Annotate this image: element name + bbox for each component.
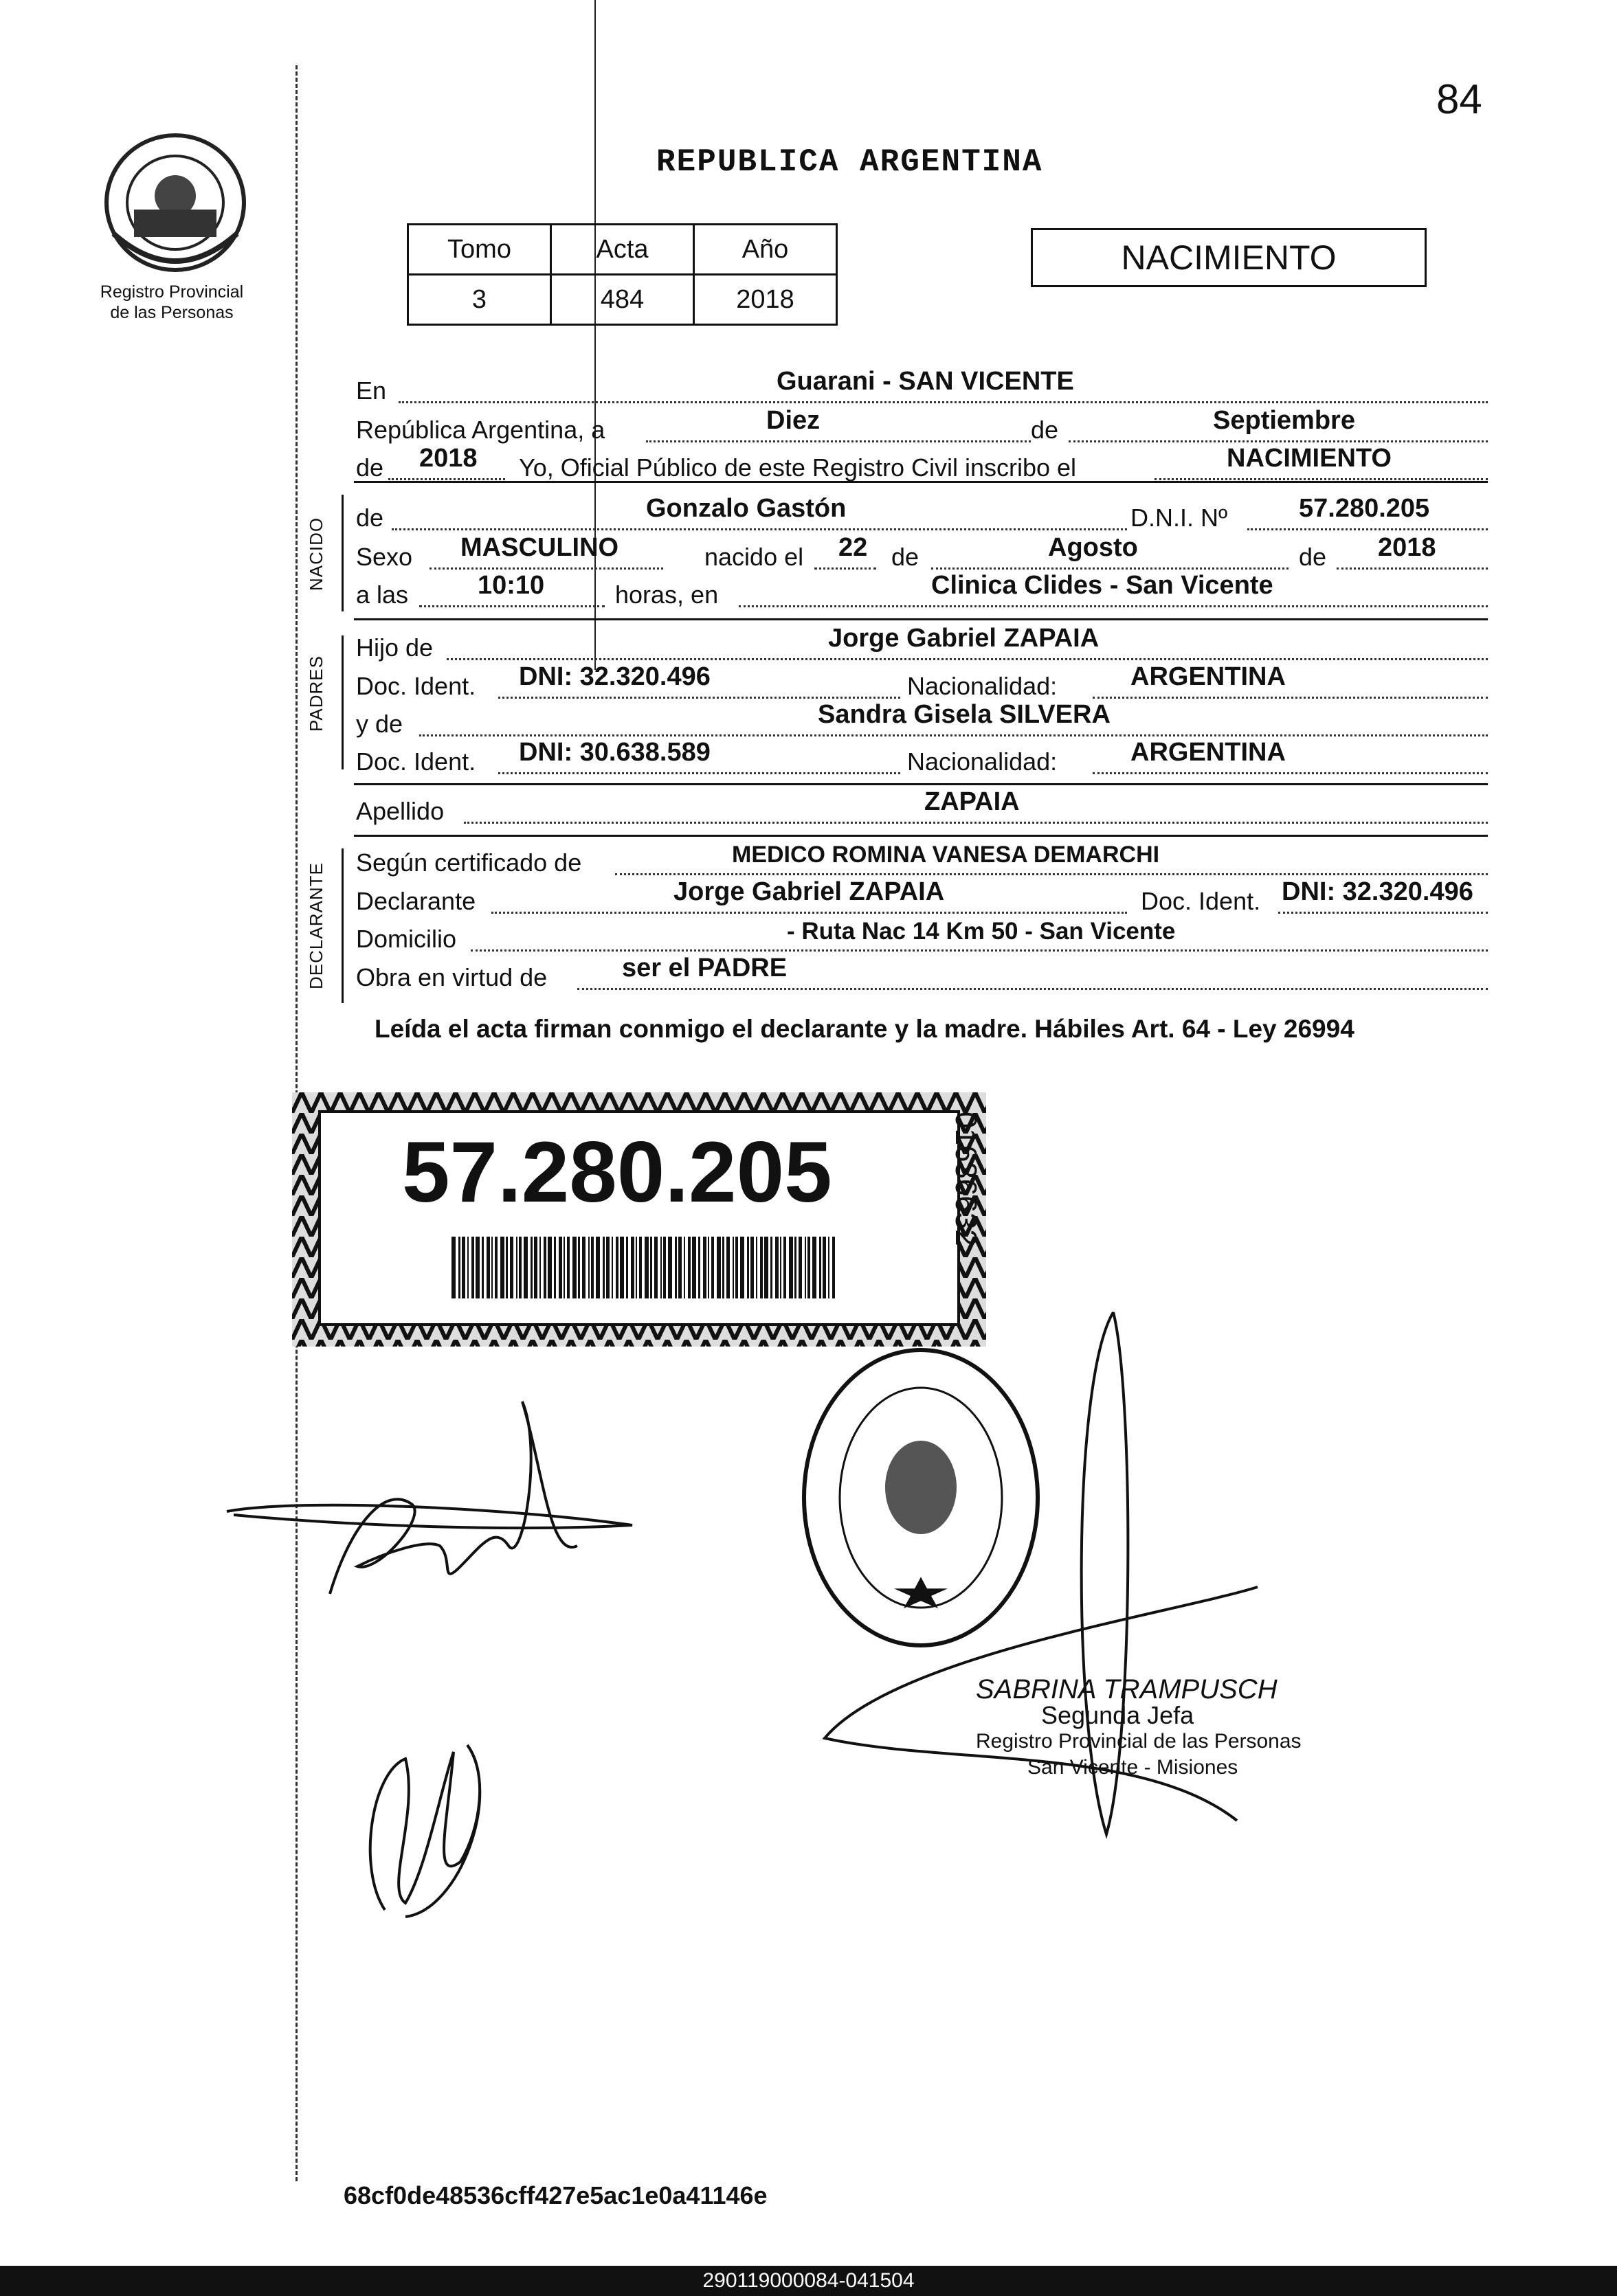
closing-note: Leída el acta firman conmigo el declarante y la madre. Hábiles Art. 64 - Ley 26994 <box>375 1015 1354 1043</box>
barcode-bar <box>684 1237 685 1298</box>
nombre-value: Gonzalo Gastón <box>646 494 847 523</box>
barcode-bar <box>519 1237 522 1298</box>
barcode-bar <box>495 1237 498 1298</box>
sexo-value: MASCULINO <box>460 533 619 562</box>
barcode-bar <box>462 1237 465 1298</box>
row-hora: a las 10:10 horas, en Clinica Clides - San Vicente <box>354 581 1488 616</box>
mother-signature <box>344 1731 509 1937</box>
inscripcion-value: NACIMIENTO <box>1227 444 1392 473</box>
barcode-bar <box>500 1237 504 1298</box>
barcode-bar <box>780 1237 781 1298</box>
barcode-bar <box>510 1237 513 1298</box>
obra-value: ser el PADRE <box>622 954 788 982</box>
barcode-bar <box>591 1237 594 1298</box>
barcode-bar <box>531 1237 533 1298</box>
footer-code: 290119000084-041504 <box>0 2266 1617 2296</box>
row-declarante: Declarante Jorge Gabriel ZAPAIA Doc. Ident. DNI: 32.320.496 <box>354 887 1488 923</box>
dni-sticker-number: 57.280.205 <box>402 1125 832 1220</box>
barcode-bar <box>703 1237 706 1298</box>
official-name: SABRINA TRAMPUSCH <box>976 1674 1278 1704</box>
barcode-bar <box>588 1237 590 1298</box>
official-title: Segunda Jefa <box>1041 1701 1194 1729</box>
barcode-bar <box>567 1237 570 1298</box>
barcode-bar <box>564 1237 565 1298</box>
barcode-bar <box>747 1237 749 1298</box>
row-nombre: de Gonzalo Gastón D.N.I. Nº 57.280.205 <box>354 504 1488 539</box>
barcode-bar <box>722 1237 724 1298</box>
barcode-bar <box>548 1237 552 1298</box>
barcode-bar <box>812 1237 816 1298</box>
nacido-section-label: NACIDO <box>306 517 326 591</box>
barcode-bar <box>596 1237 600 1298</box>
barcode-bar <box>482 1237 484 1298</box>
barcode-bar <box>819 1237 821 1298</box>
padres-section-label: PADRES <box>306 655 326 732</box>
official-location: San Vicente - Misiones <box>1027 1756 1238 1779</box>
header-tomo: Tomo <box>408 225 551 275</box>
nac-dia-value: 22 <box>838 533 868 562</box>
record-type-box: NACIMIENTO <box>1031 228 1427 287</box>
barcode-bar <box>544 1237 546 1298</box>
page-number: 84 <box>1436 76 1482 122</box>
barcode-bar <box>756 1237 757 1298</box>
row-apellido: Apellido ZAPAIA <box>354 797 1488 833</box>
domicilio-value: - Ruta Nac 14 Km 50 - San Vicente <box>787 918 1176 945</box>
barcode-bar <box>807 1237 810 1298</box>
misiones-emblem-icon <box>100 131 251 275</box>
header-acta: Acta <box>551 225 694 275</box>
barcode-bar <box>783 1237 786 1298</box>
header-anio: Año <box>694 225 837 275</box>
tomo-value: 3 <box>408 275 551 325</box>
declarant-signature <box>220 1388 646 1621</box>
barcode-bar <box>799 1237 802 1298</box>
barcode-bar <box>578 1237 580 1298</box>
barcode-bar <box>467 1237 469 1298</box>
barcode-bar <box>688 1237 691 1298</box>
barcode-bar <box>794 1237 796 1298</box>
barcode-bar <box>603 1237 605 1298</box>
padre-doc-value: DNI: 32.320.496 <box>519 662 711 691</box>
row-domicilio: Domicilio - Ruta Nac 14 Km 50 - San Vicente <box>354 925 1488 960</box>
barcode-bar <box>645 1237 649 1298</box>
barcode-bar <box>458 1237 460 1298</box>
logo-caption: Registro Provincial de las Personas <box>100 282 244 322</box>
barcode-bar <box>832 1237 835 1298</box>
row-padre-doc: Doc. Ident. DNI: 32.320.496 Nacionalidad: ARGENTINA <box>354 672 1488 708</box>
barcode-bar <box>524 1237 528 1298</box>
sticker-serial: 01636632 <box>949 1112 983 1246</box>
barcode-bar <box>660 1237 662 1298</box>
mes-value: Septiembre <box>1213 406 1355 435</box>
barcode-bar <box>692 1237 696 1298</box>
barcode-bar <box>506 1237 508 1298</box>
declarante-section-label: DECLARANTE <box>306 862 326 989</box>
barcode-bar <box>708 1237 709 1298</box>
barcode-bar <box>606 1237 610 1298</box>
nac-anio-value: 2018 <box>1378 533 1436 562</box>
nac-mes-value: Agosto <box>1048 533 1138 562</box>
barcode-bar <box>678 1237 682 1298</box>
barcode-bar <box>823 1237 826 1298</box>
barcode-bar <box>539 1237 541 1298</box>
barcode-icon <box>451 1237 836 1298</box>
barcode-bar <box>750 1237 754 1298</box>
row-certificado: Según certificado de MEDICO ROMINA VANESA DEMARCHI <box>354 848 1488 884</box>
row-sexo: Sexo MASCULINO nacido el 22 de Agosto de 2018 <box>354 543 1488 578</box>
barcode-bar <box>626 1237 628 1298</box>
barcode-bar <box>770 1237 772 1298</box>
barcode-bar <box>534 1237 537 1298</box>
barcode-bar <box>620 1237 624 1298</box>
dia-value: Diez <box>766 406 821 435</box>
barcode-bar <box>650 1237 652 1298</box>
barcode-bar <box>733 1237 734 1298</box>
barcode-bar <box>789 1237 793 1298</box>
madre-value: Sandra Gisela SILVERA <box>818 700 1111 729</box>
barcode-bar <box>663 1237 666 1298</box>
padre-value: Jorge Gabriel ZAPAIA <box>828 624 1100 653</box>
row-lugar: En Guarani - SAN VICENTE <box>354 376 1488 412</box>
barcode-bar <box>805 1237 806 1298</box>
barcode-bar <box>636 1237 637 1298</box>
barcode-bar <box>726 1237 730 1298</box>
barcode-bar <box>616 1237 618 1298</box>
madre-doc-value: DNI: 30.638.589 <box>519 738 711 767</box>
barcode-bar <box>572 1237 577 1298</box>
barcode-bar <box>471 1237 474 1298</box>
barcode-bar <box>675 1237 677 1298</box>
barcode-bar <box>554 1237 556 1298</box>
document-hash: 68cf0de48536cff427e5ac1e0a41146e <box>344 2181 768 2209</box>
barcode-bar <box>631 1237 634 1298</box>
certificado-value: MEDICO ROMINA VANESA DEMARCHI <box>732 842 1160 868</box>
barcode-bar <box>491 1237 493 1298</box>
row-obra: Obra en virtud de ser el PADRE <box>354 963 1488 999</box>
barcode-bar <box>775 1237 779 1298</box>
padre-nac-value: ARGENTINA <box>1130 662 1286 691</box>
row-madre-doc: Doc. Ident. DNI: 30.638.589 Nacionalidad: ARGENTINA <box>354 747 1488 783</box>
barcode-bar <box>612 1237 613 1298</box>
barcode-bar <box>476 1237 480 1298</box>
dni-value: 57.280.205 <box>1299 494 1430 523</box>
row-padre: Hijo de Jorge Gabriel ZAPAIA <box>354 633 1488 669</box>
barcode-bar <box>668 1237 672 1298</box>
barcode-bar <box>717 1237 721 1298</box>
anio-value: 2018 <box>694 275 837 325</box>
row-madre: y de Sandra Gisela SILVERA <box>354 710 1488 745</box>
registry-table <box>407 223 838 326</box>
barcode-bar <box>764 1237 768 1298</box>
barcode-bar <box>559 1237 562 1298</box>
acta-value: 484 <box>551 275 694 325</box>
lugar-nac-value: Clinica Clides - San Vicente <box>931 571 1273 600</box>
barcode-bar <box>451 1237 456 1298</box>
barcode-bar <box>582 1237 586 1298</box>
official-office: Registro Provincial de las Personas <box>976 1730 1302 1753</box>
official-signature <box>811 1298 1264 1882</box>
barcode-bar <box>639 1237 642 1298</box>
apellido-value: ZAPAIA <box>924 787 1020 816</box>
barcode-bar <box>698 1237 700 1298</box>
hora-value: 10:10 <box>478 571 545 600</box>
barcode-bar <box>740 1237 744 1298</box>
anio-value: 2018 <box>419 444 478 473</box>
barcode-bar <box>735 1237 738 1298</box>
barcode-bar <box>711 1237 714 1298</box>
madre-nac-value: ARGENTINA <box>1130 738 1286 767</box>
barcode-bar <box>516 1237 517 1298</box>
barcode-bar <box>760 1237 763 1298</box>
barcode-bar <box>828 1237 829 1298</box>
barcode-bar <box>487 1237 490 1298</box>
lugar-value: Guarani - SAN VICENTE <box>777 367 1074 396</box>
barcode-bar <box>654 1237 658 1298</box>
declarante-value: Jorge Gabriel ZAPAIA <box>673 877 945 906</box>
row-fecha: República Argentina, a Diez de Septiembre <box>354 416 1488 451</box>
row-inscripcion: de 2018 Yo, Oficial Público de este Registro Civil inscribo el NACIMIENTO <box>354 453 1488 489</box>
document-title: REPUBLICA ARGENTINA <box>656 144 1043 180</box>
declarante-doc-value: DNI: 32.320.496 <box>1282 877 1473 906</box>
